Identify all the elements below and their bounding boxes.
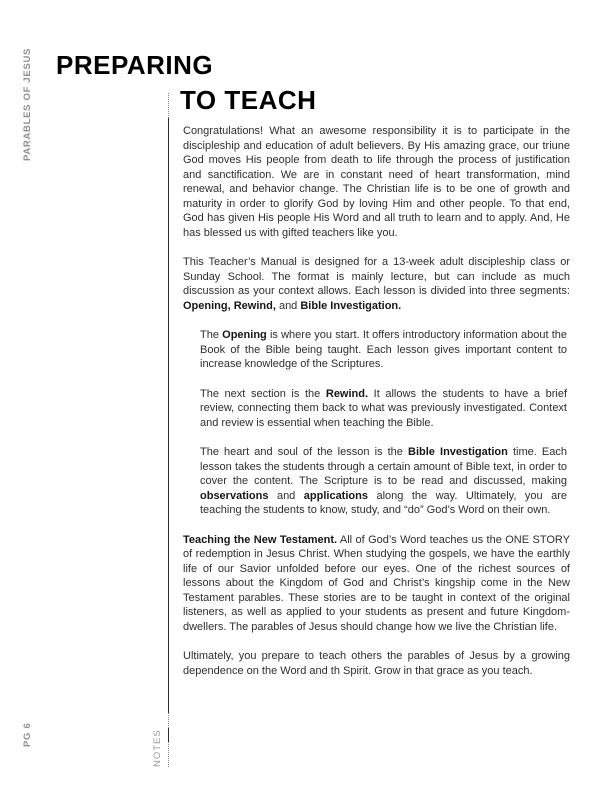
text-run: The (200, 329, 223, 341)
paragraph (183, 533, 570, 635)
text-run: along the way. Ultimately, you are teaching the students to know, study, and “do” God’s Word on their own. (200, 489, 567, 516)
page-number-label: PG 6 (22, 722, 33, 747)
text-run: It allows the students to have a brief review, connecting them back to what was previously investigated. Context and review is essential when teaching the Bible. (200, 387, 567, 429)
page-title-line1: PREPARING (56, 50, 214, 80)
text-run: The heart and soul of the lesson is the (200, 446, 409, 458)
vertical-rule-main (168, 118, 169, 713)
bold-text-run: applications (303, 489, 368, 502)
bold-text-run: Bible Investigation (408, 446, 508, 458)
bold-text-run: Bible Investigation. (300, 299, 402, 312)
paragraph (183, 445, 570, 518)
paragraph (183, 328, 570, 372)
bold-text-run: Rewind. (325, 387, 369, 400)
vertical-rule-dotted-lower-2 (168, 742, 169, 767)
bold-text-run: Teaching the New Testament. (183, 533, 338, 546)
text-run: Ultimately, you prepare to teach others the parables of Jesus by a growing dependence on the Word and th Spirit. Grow in that grace as you teach. (183, 650, 570, 677)
vertical-rule-notes-tick (168, 728, 169, 742)
text-run: This Teacher’s Manual is designed for a 13-week adult discipleship class or Sunday School. The format is mainly lecture, but can include as much discussion as your context allows. Each lesson is divided into three segments: (183, 256, 570, 297)
sidebar-series-label: PARABLES OF JESUS (22, 47, 33, 161)
body-content (183, 124, 570, 693)
text-run: and (275, 299, 301, 312)
paragraph (183, 387, 570, 431)
vertical-rule-dotted-lower-1 (168, 713, 169, 728)
paragraph (183, 124, 570, 240)
paragraph (183, 255, 570, 313)
vertical-rule-dotted-top (168, 93, 169, 118)
notes-label: NOTES (152, 729, 163, 767)
text-run: time. Each lesson takes the students through a certain amount of Bible text, in order to cover the content. The Scripture is to be read and discussed, making (200, 446, 567, 487)
bold-text-run: observations (200, 489, 269, 502)
page-title-line2: TO TEACH (180, 85, 317, 115)
text-run: The next section is the (200, 387, 326, 400)
bold-text-run: Opening, Rewind, (183, 299, 276, 312)
bold-text-run: Opening (222, 329, 267, 341)
paragraph (183, 649, 570, 678)
text-run: is where you start. It offers introductory information about the Book of the Bible being taught. Each lesson gives important content to increase knowledge of the Scriptures. (200, 329, 567, 370)
text-run: and (268, 489, 304, 502)
text-run: Congratulations! What an awesome responsibility it is to participate in the discipleship and education of adult believers. By His amazing grace, our triune God moves His people from death to life through the process of justification and sanctification. We are in constant need of heart transformation, mind renewal, and behavior change. The Christian life is to be one of growth and maturity in order to glorify God by loving Him and other people. To that end, God has given His people His Word and all truth to learn and to apply. And, He has blessed us with gifted teachers like you. (183, 125, 570, 239)
text-run: All of God’s Word teaches us the ONE STORY of redemption in Jesus Christ. When studying the gospels, we have the earthly life of our Savior unfolded before our eyes. One of the richest sources of lessons about the Kingdom of God and Christ’s kingship come in the New Testament parables. These stories are to be taught in context of the original listeners, as well as applied to your students as present and future Kingdom-dwellers. The parables of Jesus should change how we live the Christian life. (183, 533, 571, 633)
